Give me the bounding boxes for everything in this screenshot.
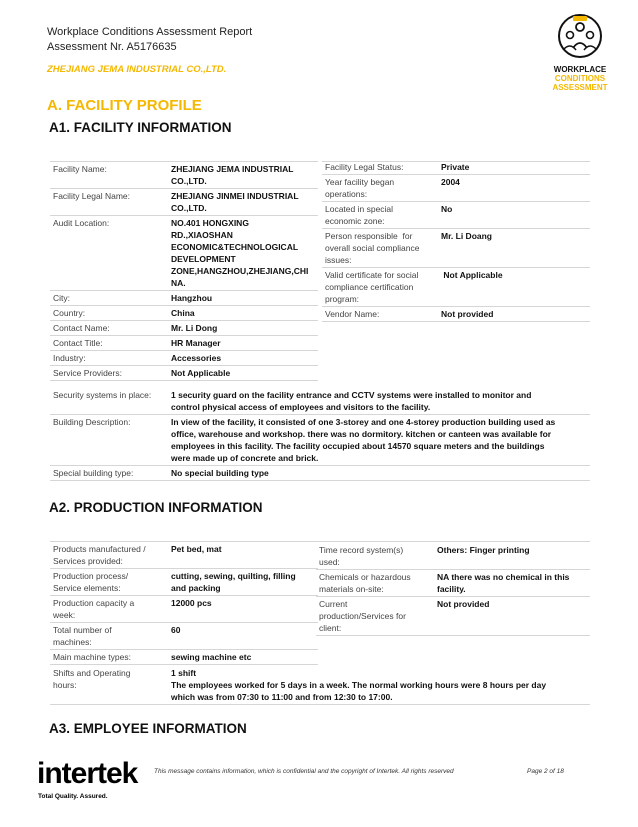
a1-left-value: CO.,LTD.: [171, 203, 207, 213]
a2-shift-label: hours:: [53, 680, 77, 690]
a1-right-value: Private: [441, 162, 470, 172]
a1-left-value: NA.: [171, 278, 186, 288]
a1-left-value: China: [171, 308, 195, 318]
a1-right-value: Mr. Li Doang: [441, 231, 492, 241]
a1-right-label: overall social compliance: [325, 243, 420, 253]
a2-right-value: facility.: [437, 584, 466, 594]
row-divider: [50, 664, 318, 665]
a1-right-label: economic zone:: [325, 216, 385, 226]
row-divider: [316, 635, 590, 636]
a2-right-value: Not provided: [437, 599, 490, 609]
a1-wide-value: No special building type: [171, 468, 269, 478]
row-divider: [50, 649, 318, 650]
a1-left-value: HR Manager: [171, 338, 221, 348]
a1-left-value: RD.,XIAOSHAN: [171, 230, 233, 240]
a1-left-label: Facility Name:: [53, 164, 107, 174]
row-divider: [50, 380, 318, 381]
row-divider: [50, 365, 318, 366]
a1-left-label: Service Providers:: [53, 368, 122, 378]
a1-right-value: Not provided: [441, 309, 494, 319]
row-divider: [50, 215, 318, 216]
footer-message: This message contains information, which is confidential and the copyright of Intertek. All rights reserved: [154, 768, 454, 775]
a1-wide-label: Building Description:: [53, 417, 131, 427]
logo-line-3: ASSESSMENT: [552, 83, 608, 92]
logo-line-1: WORKPLACE: [553, 65, 607, 74]
a2-left-label: Products manufactured /: [53, 544, 146, 554]
a1-left-label: Contact Title:: [53, 338, 103, 348]
a1-right-value: No: [441, 204, 453, 214]
row-divider: [50, 465, 590, 466]
row-divider: [50, 290, 318, 291]
a1-right-label: operations:: [325, 189, 368, 199]
a1-right-label: issues:: [325, 255, 352, 265]
row-divider: [316, 541, 590, 542]
intertek-tagline: Total Quality. Assured.: [38, 793, 108, 800]
a1-wide-value: employees in this facility. The facility occupied about 14570 square meters and the buildings: [171, 441, 545, 451]
a1-left-label: City:: [53, 293, 70, 303]
a3-title: A3. EMPLOYEE INFORMATION: [49, 721, 247, 736]
row-divider: [50, 305, 318, 306]
a1-right-label: Facility Legal Status:: [325, 162, 404, 172]
a1-right-label: Located in special: [325, 204, 394, 214]
a1-right-label: program:: [325, 294, 360, 304]
a1-left-value: ZONE,HANGZHOU,ZHEJIANG,CHI: [171, 266, 309, 276]
row-divider: [50, 161, 318, 162]
row-divider: [50, 335, 318, 336]
a2-left-label: machines:: [53, 637, 92, 647]
a1-wide-value: were made up of concrete and brick.: [171, 453, 319, 463]
a2-right-label: production/Services for: [319, 611, 406, 621]
row-divider: [322, 306, 590, 307]
a2-left-label: Production capacity a: [53, 598, 135, 608]
row-divider: [50, 350, 318, 351]
a2-shift-value: 1 shift: [171, 668, 197, 678]
a1-title: A1. FACILITY INFORMATION: [49, 120, 232, 135]
a2-left-label: Total number of: [53, 625, 112, 635]
a2-right-label: Time record system(s): [319, 545, 404, 555]
a1-left-value: Not Applicable: [171, 368, 231, 378]
a1-left-value: Mr. Li Dong: [171, 323, 218, 333]
a1-left-value: Hangzhou: [171, 293, 213, 303]
a1-left-label: Audit Location:: [53, 218, 110, 228]
a2-right-label: materials on-site:: [319, 584, 384, 594]
a1-wide-label: Special building type:: [53, 468, 134, 478]
company-name: ZHEJIANG JEMA INDUSTRIAL CO.,LTD.: [47, 64, 227, 75]
a1-wide-value: 1 security guard on the facility entrance and CCTV systems were installed to monitor and: [171, 390, 532, 400]
a1-right-label: Vendor Name:: [325, 309, 380, 319]
intertek-logo: intertek: [37, 757, 138, 790]
a1-right-label: Person responsible for: [325, 231, 413, 241]
row-divider: [316, 569, 590, 570]
a2-left-label: Production process/: [53, 571, 129, 581]
row-divider: [322, 267, 590, 268]
a2-left-value: 12000 pcs: [171, 598, 212, 608]
a2-left-value: cutting, sewing, quilting, filling: [171, 571, 296, 581]
row-divider: [50, 704, 590, 705]
report-title: Workplace Conditions Assessment Report: [47, 26, 253, 38]
a1-left-label: Facility Legal Name:: [53, 191, 131, 201]
a2-left-label: Main machine types:: [53, 652, 131, 662]
a1-left-value: Accessories: [171, 353, 222, 363]
a2-left-value: and packing: [171, 583, 221, 593]
a1-left-label: Industry:: [53, 353, 86, 363]
a1-left-value: CO.,LTD.: [171, 176, 207, 186]
row-divider: [322, 174, 590, 175]
wca-emblem-icon: [540, 10, 620, 60]
row-divider: [322, 321, 590, 322]
a1-left-value: ZHEJIANG JEMA INDUSTRIAL: [171, 164, 294, 174]
row-divider: [316, 596, 590, 597]
wca-logo: [540, 10, 620, 95]
row-divider: [50, 188, 318, 189]
a2-left-value: 60: [171, 625, 181, 635]
a1-right-label: compliance certification: [325, 282, 414, 292]
a1-wide-value: In view of the facility, it consisted of one 3-storey and one 4-storey production building used as: [171, 417, 556, 427]
row-divider: [50, 541, 318, 542]
a1-left-label: Country:: [53, 308, 86, 318]
a1-wide-label: Security systems in place:: [53, 390, 152, 400]
a2-right-label: client:: [319, 623, 342, 633]
section-a-title: A. FACILITY PROFILE: [47, 97, 202, 114]
row-divider: [322, 201, 590, 202]
row-divider: [50, 480, 590, 481]
a2-right-label: used:: [319, 557, 340, 567]
row-divider: [50, 622, 318, 623]
a2-left-label: Services provided:: [53, 556, 123, 566]
a1-right-value: Not Applicable: [441, 270, 503, 280]
a2-left-value: Pet bed, mat: [171, 544, 222, 554]
a1-right-label: Year facility began: [325, 177, 395, 187]
a2-right-label: Chemicals or hazardous: [319, 572, 411, 582]
a2-shift-label: Shifts and Operating: [53, 668, 131, 678]
logo-line-2: CONDITIONS: [554, 74, 606, 83]
a2-right-value: NA there was no chemical in this: [437, 572, 570, 582]
a1-left-value: ECONOMIC&TECHNOLOGICAL: [171, 242, 299, 252]
a1-left-value: NO.401 HONGXING: [171, 218, 249, 228]
a2-shift-value: which was from 07:30 to 11:00 and from 12:30 to 17:00.: [171, 692, 393, 702]
row-divider: [50, 568, 318, 569]
a1-right-value: 2004: [441, 177, 460, 187]
a2-title: A2. PRODUCTION INFORMATION: [49, 500, 263, 515]
a2-right-value: Others: Finger printing: [437, 545, 530, 555]
a1-wide-value: control physical access of employees and visitors to the facility.: [171, 402, 431, 412]
a1-left-label: Contact Name:: [53, 323, 110, 333]
a1-left-value: ZHEJIANG JINMEI INDUSTRIAL: [171, 191, 299, 201]
a2-left-label: Service elements:: [53, 583, 121, 593]
row-divider: [50, 414, 590, 415]
a1-left-value: DEVELOPMENT: [171, 254, 236, 264]
a2-right-label: Current: [319, 599, 348, 609]
row-divider: [50, 595, 318, 596]
a2-shift-value: The employees worked for 5 days in a week. The normal working hours were 8 hours per day: [171, 680, 547, 690]
assessment-number: Assessment Nr. A5176635: [47, 41, 177, 53]
row-divider: [322, 228, 590, 229]
a1-wide-value: office, warehouse and workshop. there was no dormitory. kitchen or canteen was available for: [171, 429, 552, 439]
a2-left-label: week:: [53, 610, 76, 620]
row-divider: [50, 320, 318, 321]
page-number: Page 2 of 18: [527, 768, 564, 775]
a1-right-label: Valid certificate for social: [325, 270, 419, 280]
a2-left-value: sewing machine etc: [171, 652, 252, 662]
